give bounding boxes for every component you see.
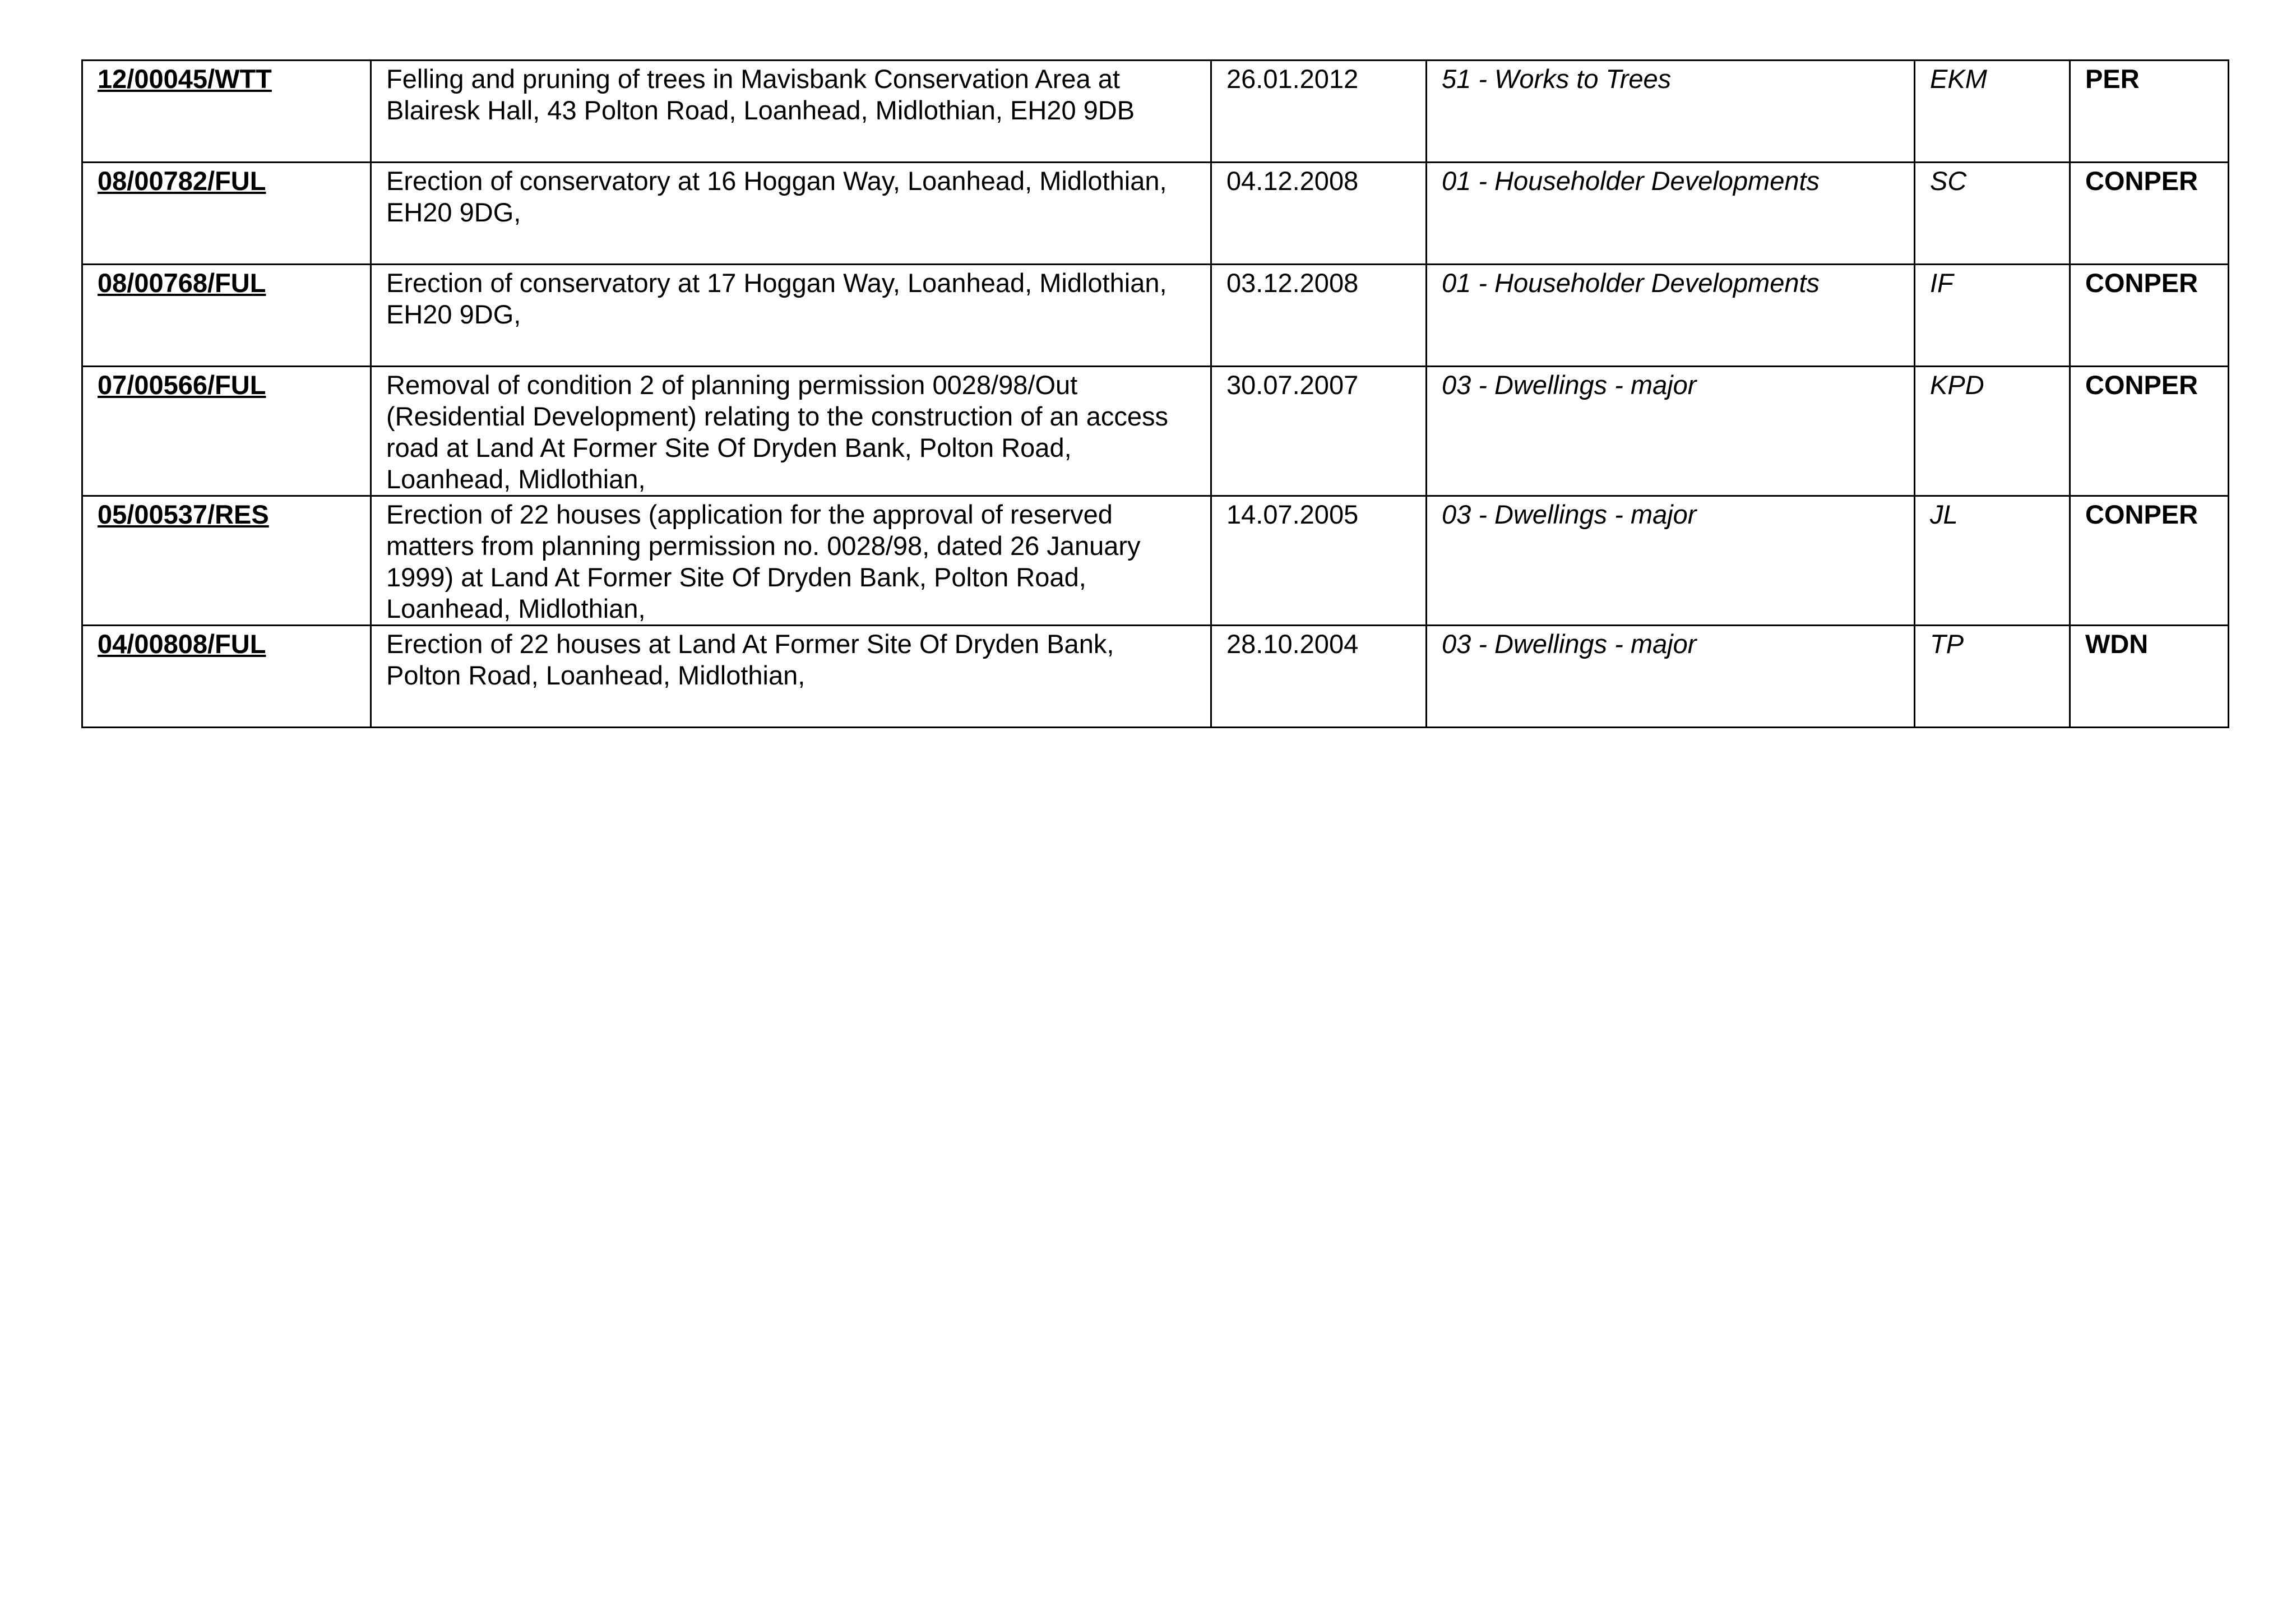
decision-code: CONPER <box>2070 367 2229 496</box>
application-reference-link[interactable]: 07/00566/FUL <box>82 367 371 496</box>
decision-code: PER <box>2070 61 2229 163</box>
table-row <box>82 265 2229 367</box>
application-date: 30.07.2007 <box>1211 367 1427 496</box>
application-date: 03.12.2008 <box>1211 265 1427 367</box>
table-row <box>82 496 2229 626</box>
application-reference-link[interactable]: 05/00537/RES <box>82 496 371 626</box>
application-date: 04.12.2008 <box>1211 163 1427 265</box>
application-description: Erection of 22 houses at Land At Former Site Of Dryden Bank, Polton Road, Loanhead, Midlothian, <box>371 626 1211 728</box>
application-date: 26.01.2012 <box>1211 61 1427 163</box>
table-row <box>82 61 2229 163</box>
case-officer: EKM <box>1915 61 2070 163</box>
application-category: 03 - Dwellings - major <box>1427 367 1915 496</box>
case-officer: JL <box>1915 496 2070 626</box>
table-row <box>82 367 2229 496</box>
case-officer: TP <box>1915 626 2070 728</box>
table-row <box>82 626 2229 728</box>
application-category: 01 - Householder Developments <box>1427 163 1915 265</box>
planning-applications-table <box>81 59 2229 728</box>
table-row <box>82 163 2229 265</box>
decision-code: CONPER <box>2070 163 2229 265</box>
application-description: Erection of 22 houses (application for the approval of reserved matters from planning permission no. 0028/98, dated 26 January 1999) at Land At Former Site Of Dryden Bank, Polton Road, Loanhead, Midlothian, <box>371 496 1211 626</box>
application-category: 03 - Dwellings - major <box>1427 496 1915 626</box>
application-description: Removal of condition 2 of planning permission 0028/98/Out (Residential Development) relating to the construction of an access road at Land At Former Site Of Dryden Bank, Polton Road, Loanhead, Midlothian, <box>371 367 1211 496</box>
application-description: Erection of conservatory at 17 Hoggan Way, Loanhead, Midlothian, EH20 9DG, <box>371 265 1211 367</box>
application-date: 28.10.2004 <box>1211 626 1427 728</box>
decision-code: WDN <box>2070 626 2229 728</box>
case-officer: SC <box>1915 163 2070 265</box>
case-officer: KPD <box>1915 367 2070 496</box>
application-category: 51 - Works to Trees <box>1427 61 1915 163</box>
application-category: 03 - Dwellings - major <box>1427 626 1915 728</box>
application-reference-link[interactable]: 08/00782/FUL <box>82 163 371 265</box>
application-category: 01 - Householder Developments <box>1427 265 1915 367</box>
decision-code: CONPER <box>2070 265 2229 367</box>
application-date: 14.07.2005 <box>1211 496 1427 626</box>
application-description: Erection of conservatory at 16 Hoggan Way, Loanhead, Midlothian, EH20 9DG, <box>371 163 1211 265</box>
application-reference-link[interactable]: 12/00045/WTT <box>82 61 371 163</box>
case-officer: IF <box>1915 265 2070 367</box>
decision-code: CONPER <box>2070 496 2229 626</box>
application-reference-link[interactable]: 04/00808/FUL <box>82 626 371 728</box>
application-description: Felling and pruning of trees in Mavisbank Conservation Area at Blairesk Hall, 43 Polton Road, Loanhead, Midlothian, EH20 9DB <box>371 61 1211 163</box>
application-reference-link[interactable]: 08/00768/FUL <box>82 265 371 367</box>
